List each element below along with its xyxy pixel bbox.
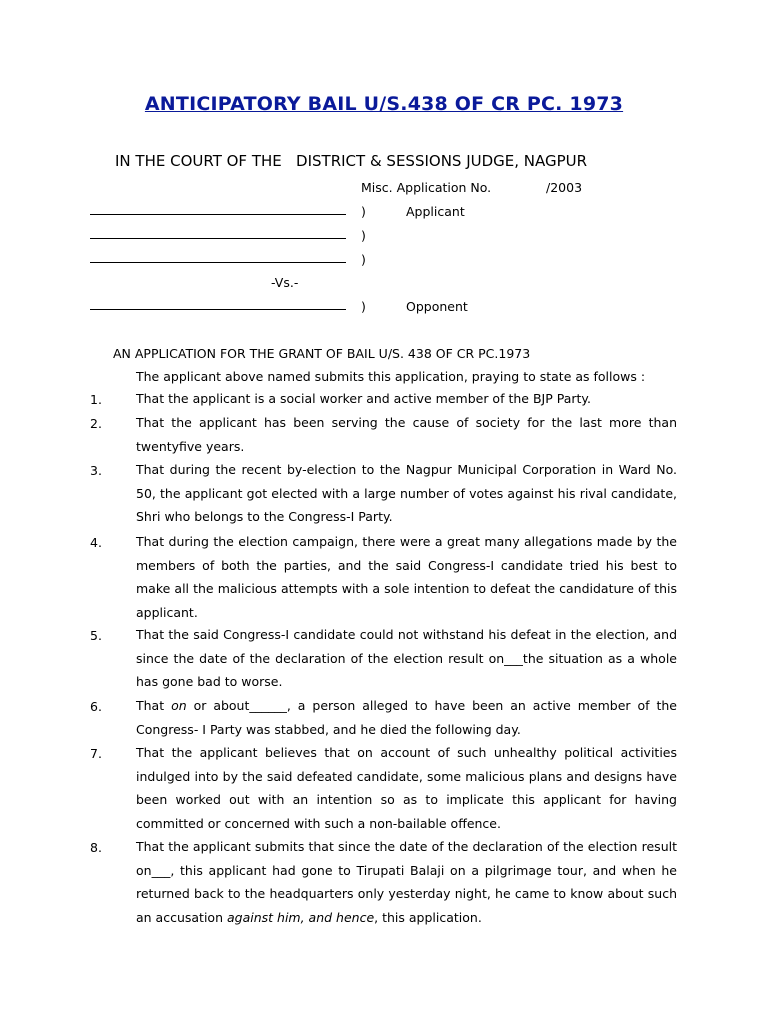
court-heading: IN THE COURT OF THE DISTRICT & SESSIONS JUDGE, NAGPUR [115,152,588,170]
paragraph-number: 3. [90,463,102,478]
party-paren: ) [361,204,366,219]
document-title: ANTICIPATORY BAIL U/S.438 OF CR PC. 1973 [144,93,624,115]
paragraph-text-part: or about______, a person alleged to have been an active member of the Congress- I Party was stabbed, and he died the following day. [136,698,677,737]
misc-application-year: /2003 [546,180,583,195]
paragraph-text: That the applicant believes that on account of such unhealthy political activities indulged into by the said defeated candidate, some malicious plans and designs have been worked out with an intention so as to implicate this applicant for having committed or concerned with such a non-bailable offence. [136,745,677,832]
preamble: The applicant above named submits this application, praying to state as follows : [136,369,646,384]
paragraph-text-part: That the applicant submits that since the date of the declaration of the election result on___, this applicant had gone to Tirupati Balaji on a pilgrimage tour, and when he returned back to the headquarters only yesterday night, he came to know about such an accusation [136,839,677,926]
paragraph-text: That the applicant is a social worker and active member of the BJP Party. [136,391,591,406]
paragraph-text: That during the recent by-election to the Nagpur Municipal Corporation in Ward No. 50, the applicant got elected with a large number of votes against his rival candidate, Shri who belongs to the Congress-I Party. [136,462,677,525]
opponent-label: Opponent [406,299,468,314]
paragraph-text: That the said Congress-I candidate could not withstand his defeat in the election, and since the date of the declaration of the election result on___the situation as a whole has gone bad to worse. [136,627,677,690]
party-paren: ) [361,252,366,267]
paragraph-number: 8. [90,840,102,855]
paragraph-number: 6. [90,699,102,714]
paragraph-text [136,694,677,741]
paragraph-number: 4. [90,535,102,550]
paragraph-text [136,835,677,930]
paragraph-text-part: , this application. [374,910,482,926]
paragraph-emphasis: on [171,698,187,713]
paragraph-text-part: That [136,698,172,713]
party-blank-line [90,309,346,310]
party-blank-line [90,214,346,215]
paragraph-number: 5. [90,628,102,643]
paragraph-emphasis: against him, and hence [226,910,375,926]
paragraph-text: That during the election campaign, there were a great many allegations made by the members of both the parties, and the said Congress-I candidate tried his best to make all the malicious attempts with a sole intention to defeat the candidature of this applicant. [136,534,677,621]
applicant-label: Applicant [406,204,465,219]
paragraph-number: 2. [90,416,102,431]
party-paren: ) [361,228,366,243]
paragraph-number: 7. [90,746,102,761]
party-blank-line [90,262,346,263]
paragraph-text: That the applicant has been serving the cause of society for the last more than twentyfive years. [136,415,677,454]
versus-label: -Vs.- [271,275,299,290]
misc-application-label: Misc. Application No. [361,180,492,195]
paragraph-number: 1. [90,392,102,407]
application-intro: AN APPLICATION FOR THE GRANT OF BAIL U/S. 438 OF CR PC.1973 [113,346,531,361]
party-paren: ) [361,299,366,314]
party-blank-line [90,238,346,239]
